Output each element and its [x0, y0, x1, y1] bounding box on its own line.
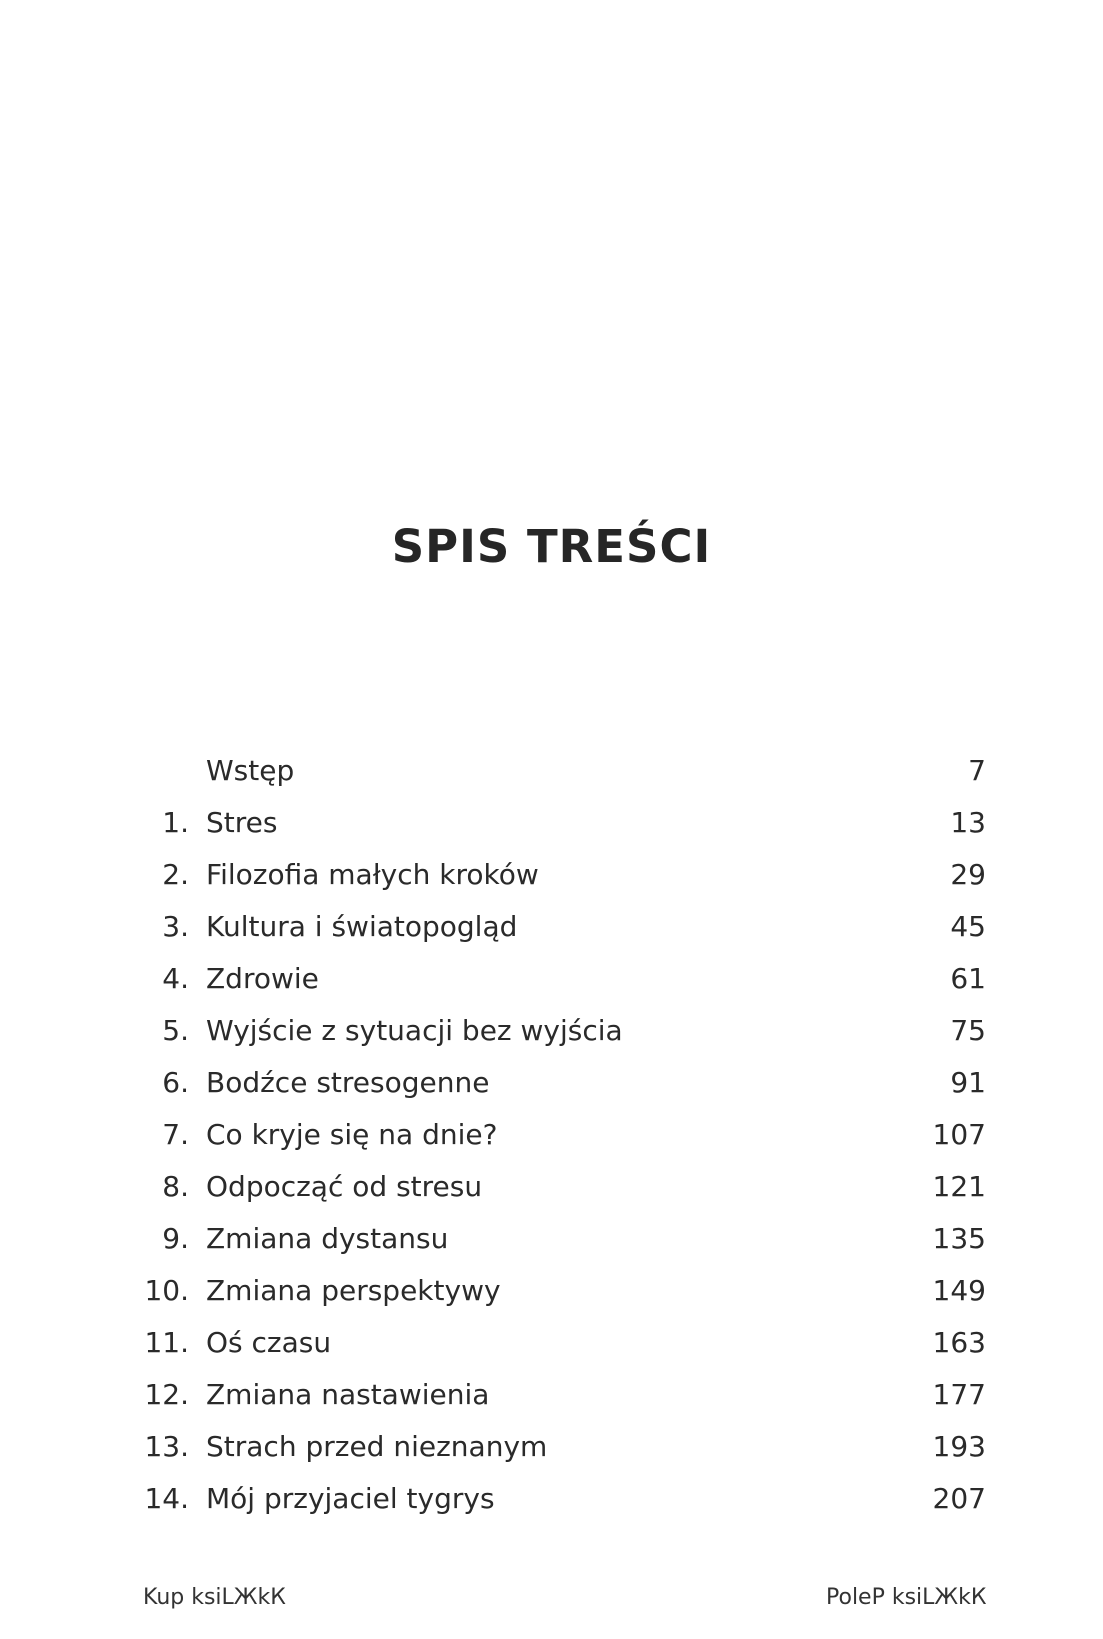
- toc-row: [0, 1427, 1103, 1467]
- toc-page-number: 193: [932, 1430, 986, 1463]
- toc-title: Zmiana dystansu: [206, 1222, 449, 1255]
- toc-number: 9.: [162, 1222, 189, 1255]
- toc-row: [0, 1167, 1103, 1207]
- toc-page-number: 7: [968, 754, 986, 787]
- toc-page-number: 207: [932, 1482, 986, 1515]
- toc-number: 10.: [144, 1274, 189, 1307]
- toc-row: [0, 1479, 1103, 1519]
- toc-page-number: 61: [950, 962, 986, 995]
- toc-page-number: 107: [932, 1118, 986, 1151]
- toc-page-number: 177: [932, 1378, 986, 1411]
- toc-number: 4.: [162, 962, 189, 995]
- toc-number: 1.: [162, 806, 189, 839]
- toc-title: Oś czasu: [206, 1326, 332, 1359]
- toc-number: 8.: [162, 1170, 189, 1203]
- toc-page-number: 121: [932, 1170, 986, 1203]
- toc-number: 6.: [162, 1066, 189, 1099]
- toc-title: Kultura i światopogląd: [206, 910, 518, 943]
- page-title: SPIS TREŚCI: [391, 520, 712, 573]
- toc-row: [0, 907, 1103, 947]
- toc-page-number: 149: [932, 1274, 986, 1307]
- toc-title: Stres: [206, 806, 278, 839]
- toc-number: 14.: [144, 1482, 189, 1515]
- toc-number: 2.: [162, 858, 189, 891]
- toc-title: Odpocząć od stresu: [206, 1170, 483, 1203]
- toc-title: Filozofia małych kroków: [206, 858, 539, 891]
- toc-number: 11.: [144, 1326, 189, 1359]
- toc-number: 5.: [162, 1014, 189, 1047]
- recommend-book-link[interactable]: PoleP ksiLЖkК: [826, 1585, 987, 1610]
- toc-page-number: 29: [950, 858, 986, 891]
- toc-title: Bodźce stresogenne: [206, 1066, 490, 1099]
- toc-row: [0, 1063, 1103, 1103]
- toc-number: 7.: [162, 1118, 189, 1151]
- toc-page-number: 13: [950, 806, 986, 839]
- toc-row: [0, 1323, 1103, 1363]
- toc-title: Wyjście z sytuacji bez wyjścia: [206, 1014, 623, 1047]
- toc-page-number: 135: [932, 1222, 986, 1255]
- toc-row: [0, 1271, 1103, 1311]
- toc-row: [0, 855, 1103, 895]
- toc-row: [0, 751, 1103, 791]
- toc-row: [0, 1375, 1103, 1415]
- toc-title: Wstęp: [206, 754, 295, 787]
- toc-title: Co kryje się na dnie?: [206, 1118, 498, 1151]
- toc-row: [0, 1219, 1103, 1259]
- toc-title: Zmiana nastawienia: [206, 1378, 490, 1411]
- toc-page-number: 45: [950, 910, 986, 943]
- toc-number: 3.: [162, 910, 189, 943]
- toc-title: Zmiana perspektywy: [206, 1274, 501, 1307]
- toc-page-number: 163: [932, 1326, 986, 1359]
- toc-row: [0, 1115, 1103, 1155]
- toc-page-number: 91: [950, 1066, 986, 1099]
- toc-page-number: 75: [950, 1014, 986, 1047]
- toc-title: Strach przed nieznanym: [206, 1430, 548, 1463]
- buy-book-link[interactable]: Kup ksiLЖkК: [143, 1585, 286, 1610]
- toc-row: [0, 803, 1103, 843]
- toc-number: 12.: [144, 1378, 189, 1411]
- toc-row: [0, 1011, 1103, 1051]
- toc-title: Mój przyjaciel tygrys: [206, 1482, 495, 1515]
- toc-number: 13.: [144, 1430, 189, 1463]
- toc-row: [0, 959, 1103, 999]
- toc-title: Zdrowie: [206, 962, 319, 995]
